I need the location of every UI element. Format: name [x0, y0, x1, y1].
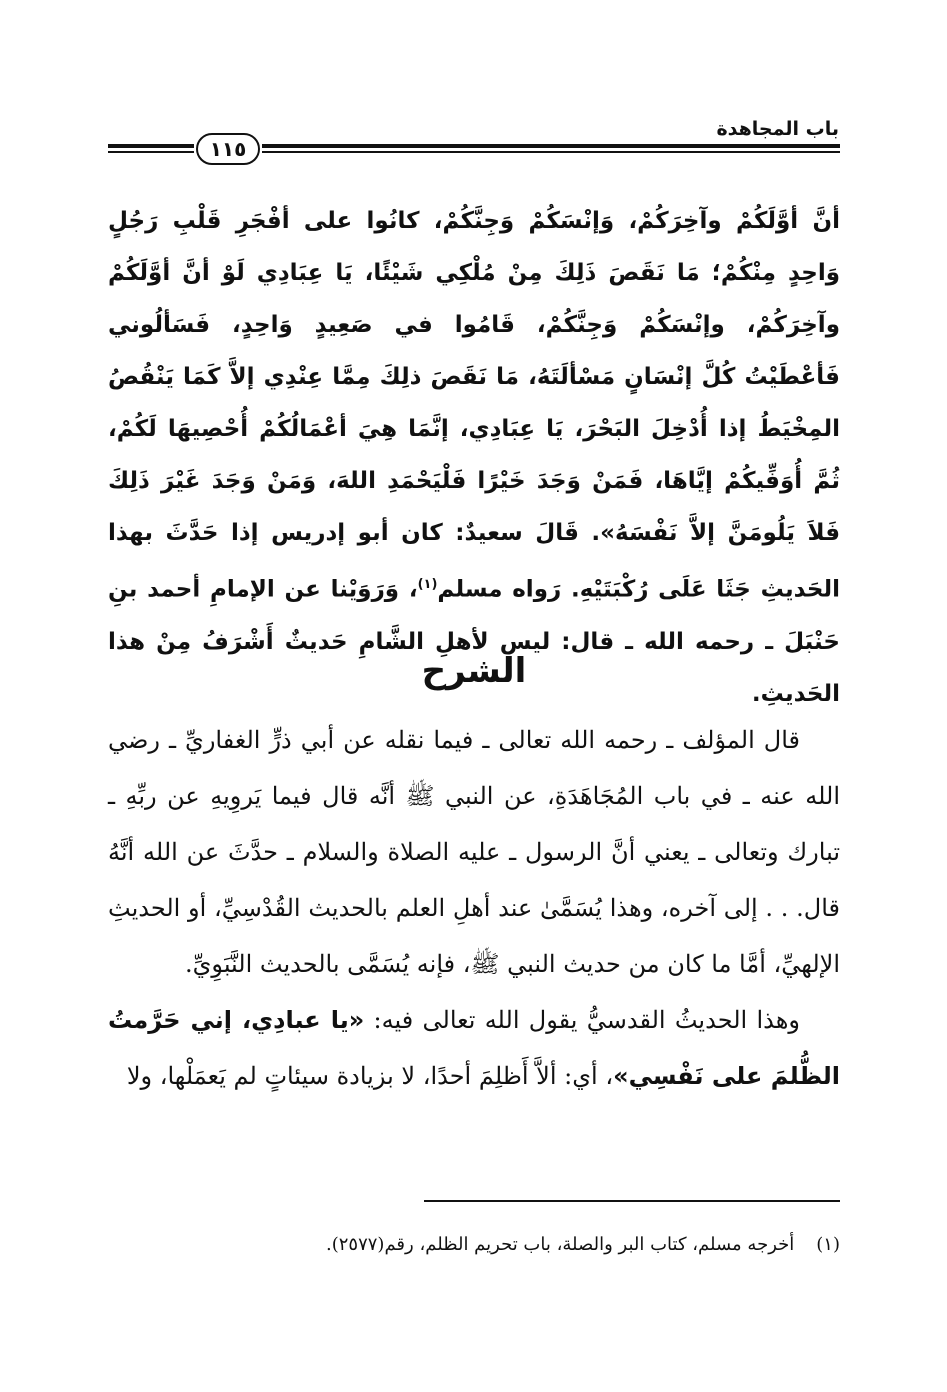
commentary-p2-quote: «يا عبادِي، إني حَرَّمتُ الظُّلمَ على نَفْسِي» [108, 1006, 840, 1090]
footnote-separator [424, 1200, 840, 1202]
header-rule-left [108, 144, 194, 153]
running-header-title: باب المجاهدة [716, 118, 839, 140]
footnote-reference: (١) [417, 577, 438, 592]
page-number: ١١٥ [196, 133, 260, 165]
commentary-text [108, 712, 840, 1104]
header-rule-right [262, 144, 840, 153]
hadith-part-1: أنَّ أوَّلَكُمْ وآخِرَكُمْ، وَإنْسَكُمْ وَجِنَّكُمْ، كانُوا على أفْجَرِ قَلْبِ رَجُلٍ وَاحِدٍ مِنْكُمْ؛ مَا نَقَصَ ذَلِكَ مِنْ مُلْكِي شَيْئًا، يَا عِبَادِي لَوْ أنَّ أوَّلَكُمْ وآخِرَكُمْ، وإنْسَكُمْ وَجِنَّكُمْ، قَامُوا في صَعِيدٍ وَاحِدٍ، فَسَألُوني فَأعْطَيْتُ كُلَّ إنْسَانٍ مَسْألَتَهُ، مَا نَقَصَ ذلِكَ مِمَّا عِنْدِي إلاَّ كَمَا يَنْقُصُ المِخْيَطُ إذا أُدْخِلَ البَحْرَ، يَا عِبَادِي، إنَّمَا هِيَ أعْمَالُكُمْ أُحْصِيهَا لَكُمْ، ثُمَّ أُوَفِّيكُمْ إيَّاهَا، فَمَنْ وَجَدَ خَيْرًا فَلْيَحْمَدِ اللهَ، وَمَنْ وَجَدَ غَيْرَ ذَلِكَ فَلاَ يَلُومَنَّ إلاَّ نَفْسَهُ». قَالَ سعيدٌ: كان أبو إدريس إذا حَدَّثَ بهذا الحَديثِ جَثَا عَلَى رُكْبَتَيْهِ. رَواه مسلم [108, 208, 840, 603]
footnote [108, 1230, 840, 1260]
hadith-part-2: ، وَرَوَيْنا عن الإمامِ أحمد بنِ حَنْبَلَ ـ رحمه الله ـ قال: ليس لأهلِ الشَّامِ حَديثٌ أَشْرَفُ مِنْ هذا الحَديثِ. [108, 576, 840, 707]
footnote-text: أخرجه مسلم، كتاب البر والصلة، باب تحريم الظلم، رقم(٢٥٧٧). [326, 1234, 795, 1255]
commentary-p2-intro: وهذا الحديثُ القدسيُّ يقول الله تعالى فيه: [364, 1006, 800, 1034]
section-heading: الشرح [421, 651, 527, 691]
commentary-paragraph-2 [108, 992, 840, 1104]
commentary-paragraph-1: قال المؤلف ـ رحمه الله تعالى ـ فيما نقله عن أبي ذرٍّ الغفاريِّ ـ رضي الله عنه ـ في باب المُجَاهَدَةِ، عن النبي ﷺ أنَّه قال فيما يَروِيهِ عن ربِّهِ ـ تبارك وتعالى ـ يعني أنَّ الرسول ـ عليه الصلاة والسلام ـ حدَّثَ عن الله أنَّهُ قال. . . إلى آخره، وهذا يُسَمَّىٰ عند أهلِ العلم بالحديث القُدْسِيِّ، أو الحديثِ الإلهيِّ، أمَّا ما كان من حديث النبي ﷺ، فإنه يُسَمَّى بالحديث النَّبَوِيِّ. [108, 726, 840, 978]
commentary-p2-rest: ، أي: ألاَّ أَظلِمَ أحدًا، لا بزيادة سيئاتٍ لم يَعمَلْها، ولا [126, 1062, 614, 1090]
hadith-text [108, 195, 840, 720]
footnote-marker: (١) [816, 1234, 840, 1255]
hadith-paragraph [108, 195, 840, 720]
